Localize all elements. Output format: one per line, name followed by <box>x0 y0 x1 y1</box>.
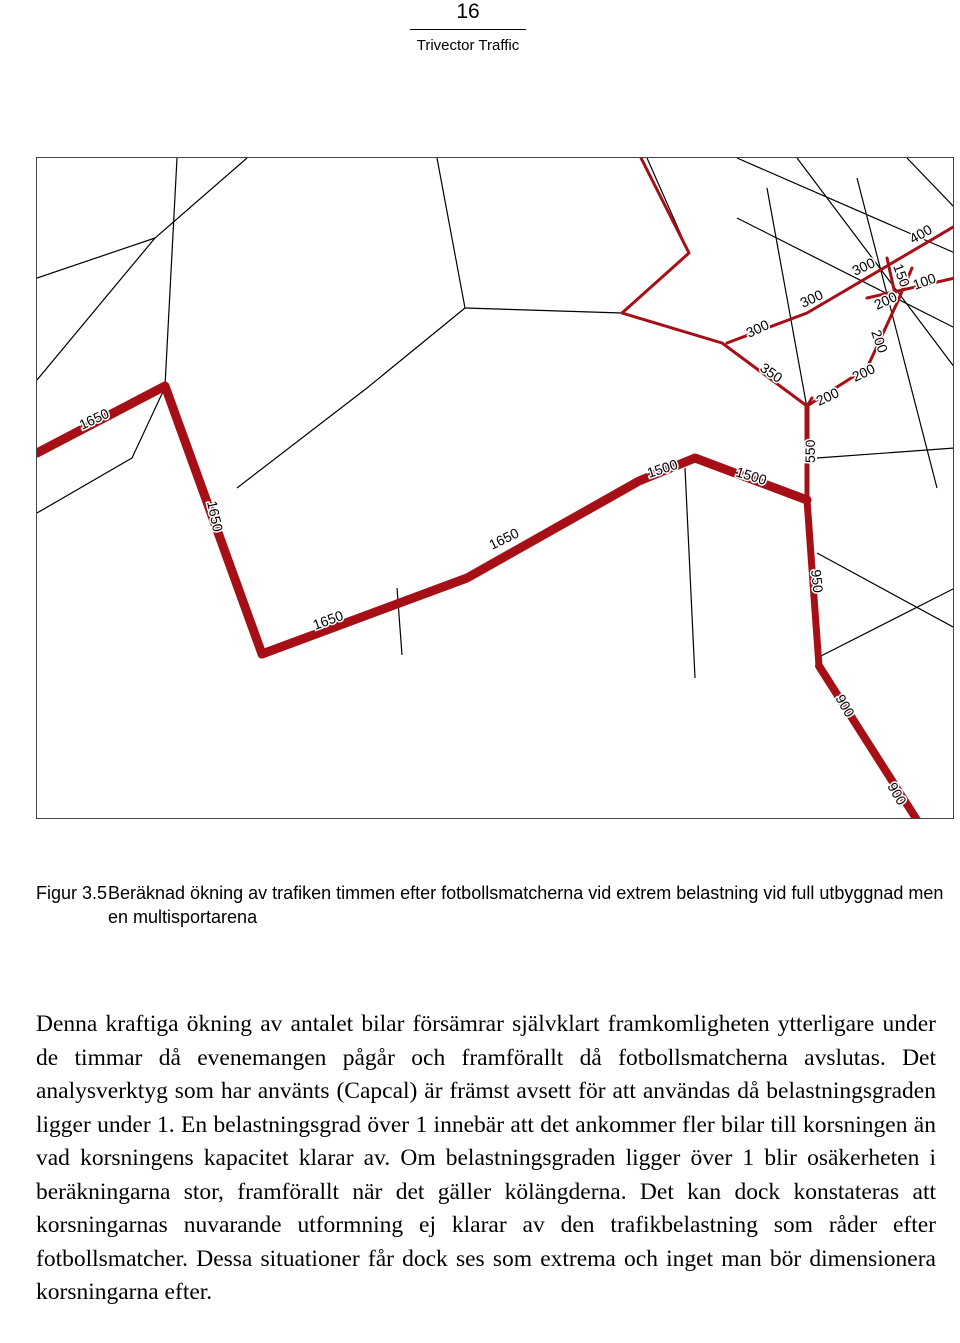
road <box>237 308 465 488</box>
road <box>817 588 954 658</box>
road <box>37 238 155 278</box>
volume-label: 900 <box>884 779 910 808</box>
link-west-1650 <box>37 386 262 654</box>
volume-label: 1650 <box>76 405 112 433</box>
traffic-volume-map <box>36 157 954 819</box>
road <box>817 553 954 628</box>
body-paragraph: Denna kraftiga ökning av antalet bilar försämrar självklart framkomligheten ytterligare under de timmar då evenemangen pågår och framförallt då fotbollsmatcherna avslutas. Det analysverktyg som har använts (Capcal) är främst avsett för att användas då belastningsgraden ligger under 1. En belastningsgrad över 1 innebär att det ankommer fler bilar till korsningen än vad korsningens kapacitet klarar av. Om belastningsgraden ligger över 1 blir osäkerheten i beräkningarna stor, framförallt när det gäller kölängderna. Det kan dock konstateras att korsningarnas nuvarande utformning ej klarar av den trafikbelastning som råder efter fotbollsmatcher. Dessa situationer får dock ses som extrema och inget man bör dimensionera korsningarna efter. <box>36 1011 936 1305</box>
figure-caption-text: Beräknad ökning av trafiken timmen efter fotbollsmatcherna vid extrem belastning vid full utbyggnad men en multisportarena <box>108 883 944 927</box>
volume-label: 1650 <box>204 499 227 534</box>
volume-label: 200 <box>871 288 900 313</box>
road <box>437 158 465 308</box>
volume-label: 100 <box>910 269 938 293</box>
road <box>685 468 695 678</box>
road <box>817 448 954 458</box>
map-canvas <box>37 158 954 819</box>
volume-label: 200 <box>849 360 878 385</box>
road <box>465 308 622 313</box>
volume-label: 1500 <box>734 463 769 488</box>
volume-label: 900 <box>832 691 858 720</box>
figure-caption-label: Figur 3.5 <box>36 883 108 903</box>
road <box>37 383 167 513</box>
road <box>907 158 954 208</box>
volume-label: 1650 <box>310 607 346 633</box>
volume-label: 1500 <box>644 456 680 481</box>
link-south-1650 <box>262 458 807 654</box>
volume-label: 200 <box>868 327 892 355</box>
volume-label: 350 <box>757 359 786 386</box>
road <box>37 158 247 380</box>
volume-label: 400 <box>906 221 935 247</box>
volume-label: 950 <box>808 568 827 594</box>
loaded-link-network <box>37 158 954 819</box>
volume-label: 300 <box>849 254 878 279</box>
header-divider <box>410 29 526 30</box>
page-number: 16 <box>456 0 480 23</box>
road <box>165 158 177 386</box>
volume-label: 1650 <box>486 524 522 553</box>
link-ne-arterial <box>622 158 689 313</box>
link-ne-arterial <box>622 313 812 406</box>
volume-label: 300 <box>743 316 772 341</box>
volume-label: 300 <box>797 286 826 311</box>
volume-label: 150 <box>890 261 914 289</box>
volume-label: 550 <box>802 439 818 463</box>
volume-label: 200 <box>813 384 842 409</box>
running-header: Trivector Traffic <box>416 37 520 54</box>
